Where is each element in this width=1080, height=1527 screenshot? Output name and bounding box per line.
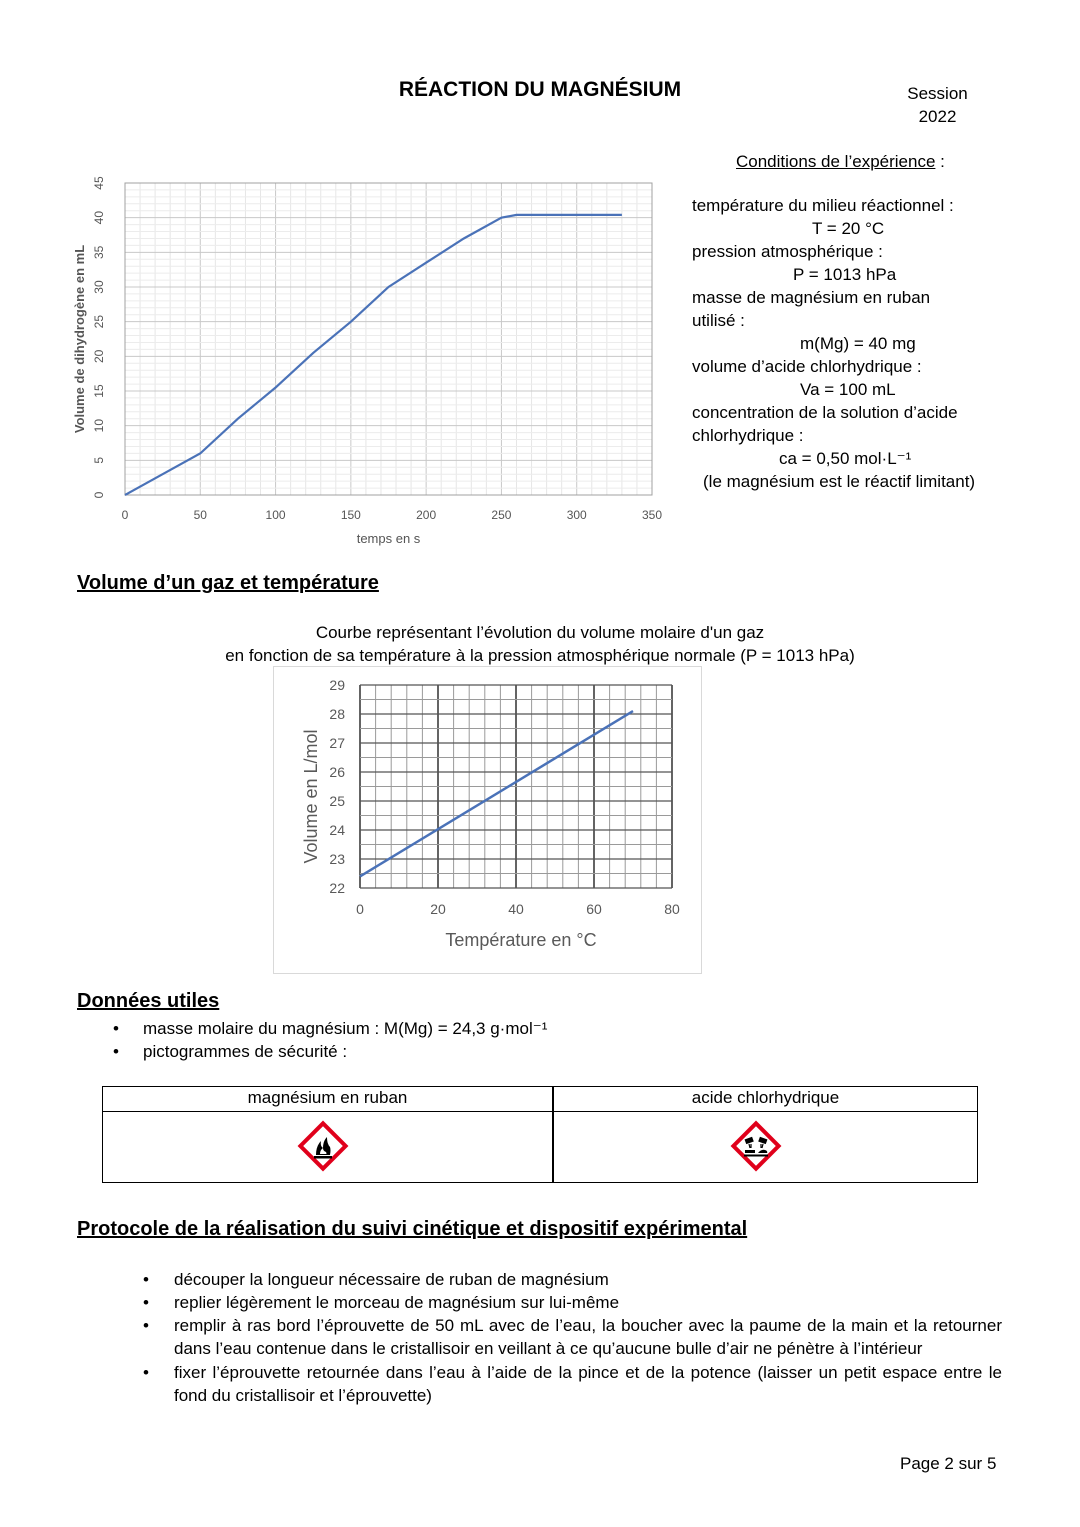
chart1-x-tick-label: 350 — [641, 508, 663, 522]
chart2-y-tick-label: 25 — [329, 793, 345, 809]
session-word: Session — [907, 84, 968, 103]
list-item: • replier légèrement le morceau de magnésium sur lui-même — [174, 1291, 1002, 1314]
chart2-x-tick-label: 40 — [508, 901, 524, 917]
chart1-y-tick-label: 45 — [92, 176, 107, 190]
chart1-x-tick-label: 50 — [193, 508, 207, 522]
chart2-x-tick-label: 0 — [356, 901, 364, 917]
condition-line: (le magnésium est le réactif limitant) — [703, 472, 976, 491]
caption-line: Courbe représentant l’évolution du volume molaire d'un gaz — [315, 623, 765, 642]
table-header-magnesium: magnésium en ruban — [247, 1088, 408, 1107]
chart1-x-tick-label: 200 — [416, 508, 437, 522]
safety-pictogram-table — [102, 1086, 978, 1183]
condition-line: pression atmosphérique : — [692, 242, 883, 261]
caption-line: en fonction de sa température à la pression atmosphérique normale (P = 1013 hPa) — [225, 646, 855, 665]
chart2-y-axis-label: Volume en L/mol — [301, 729, 321, 864]
chart1-y-tick-label: 0 — [92, 491, 107, 499]
corrosive-hazard-icon — [729, 1119, 783, 1173]
chart1-x-axis-label: temps en s — [356, 531, 421, 546]
chart1-x-tick-label: 250 — [491, 508, 512, 522]
hydrogen-volume-chart — [60, 168, 680, 558]
chart1-x-tick-label: 100 — [265, 508, 286, 522]
chart2-x-tick-label: 20 — [430, 901, 446, 917]
list-item: • fixer l’éprouvette retournée dans l’eau à l’aide de la pince et de la potence (laisser un petit espace entre le fond du cristallisoir et l’éprouvette) — [174, 1361, 1002, 1407]
page-number: Page 2 sur 5 — [900, 1454, 997, 1473]
list-item: • masse molaire du magnésium : M(Mg) = 24,3 g·mol⁻¹ — [143, 1017, 547, 1040]
chart2-y-tick-label: 22 — [329, 880, 345, 896]
condition-line: température du milieu réactionnel : — [692, 196, 954, 215]
conditions-title-suffix: : — [935, 152, 945, 171]
chart1-y-tick-label: 5 — [92, 456, 107, 464]
condition-line: concentration de la solution d’acide — [692, 403, 958, 422]
chart1-y-tick-label: 10 — [92, 418, 107, 433]
chart2-x-tick-label: 60 — [586, 901, 602, 917]
chart2-y-tick-label: 23 — [329, 851, 345, 867]
protocol-list — [174, 1268, 1002, 1407]
chart1-x-tick-label: 0 — [121, 508, 129, 522]
chart1-x-tick-label: 300 — [566, 508, 587, 522]
molar-volume-chart — [273, 666, 702, 974]
list-item: • découper la longueur nécessaire de ruban de magnésium — [174, 1268, 1002, 1291]
list-item: • pictogrammes de sécurité : — [143, 1040, 547, 1063]
chart2-x-tick-label: 80 — [664, 901, 680, 917]
chart2-x-axis-label: Température en °C — [445, 930, 597, 950]
table-header-acid: acide chlorhydrique — [691, 1088, 840, 1107]
session-label — [890, 82, 985, 128]
condition-line: ca = 0,50 mol·L⁻¹ — [779, 449, 912, 468]
page-title: RÉACTION DU MAGNÉSIUM — [398, 78, 682, 101]
chart1-y-tick-label: 30 — [92, 280, 107, 294]
chart1-y-axis-label: Volume de dihydrogène en mL — [72, 244, 87, 434]
section-heading-data: Données utiles — [77, 990, 220, 1012]
chart1-y-tick-label: 25 — [92, 314, 107, 329]
chart1-y-tick-label: 35 — [92, 245, 107, 260]
condition-line: chlorhydrique : — [692, 426, 804, 445]
chart1-y-tick-label: 15 — [92, 384, 107, 398]
condition-line: volume d’acide chlorhydrique : — [692, 357, 922, 376]
condition-line: utilisé : — [692, 311, 745, 330]
condition-line: Va = 100 mL — [800, 380, 896, 399]
flammable-hazard-icon — [296, 1119, 350, 1173]
chart2-y-tick-label: 29 — [329, 677, 345, 693]
chart2-caption — [150, 621, 930, 667]
chart1-y-tick-label: 20 — [92, 349, 107, 364]
list-item: • remplir à ras bord l’éprouvette de 50 mL avec de l’eau, la boucher avec la paume de la main et la retourner dans l’eau contenue dans le cristallisoir en veillant à ce qu’aucune bulle d’air ne pénètre à l’intérieur — [174, 1314, 1002, 1360]
session-year: 2022 — [918, 107, 957, 126]
condition-line: m(Mg) = 40 mg — [800, 334, 916, 353]
chart1-x-tick-label: 150 — [340, 508, 361, 522]
section-heading-gas: Volume d’un gaz et température — [77, 572, 379, 594]
condition-line: P = 1013 hPa — [793, 265, 897, 284]
condition-line: masse de magnésium en ruban — [692, 288, 931, 307]
conditions-title: Conditions de l’expérience — [736, 152, 936, 171]
conditions-heading — [736, 152, 945, 172]
chart2-y-tick-label: 28 — [329, 706, 345, 722]
chart2-y-tick-label: 26 — [329, 764, 345, 780]
data-list — [143, 1017, 547, 1063]
chart1-y-tick-label: 40 — [92, 210, 107, 225]
section-heading-protocol: Protocole de la réalisation du suivi cinétique et dispositif expérimental — [77, 1218, 748, 1240]
condition-line: T = 20 °C — [812, 219, 885, 238]
chart2-y-tick-label: 24 — [329, 822, 345, 838]
chart2-y-tick-label: 27 — [329, 735, 345, 751]
